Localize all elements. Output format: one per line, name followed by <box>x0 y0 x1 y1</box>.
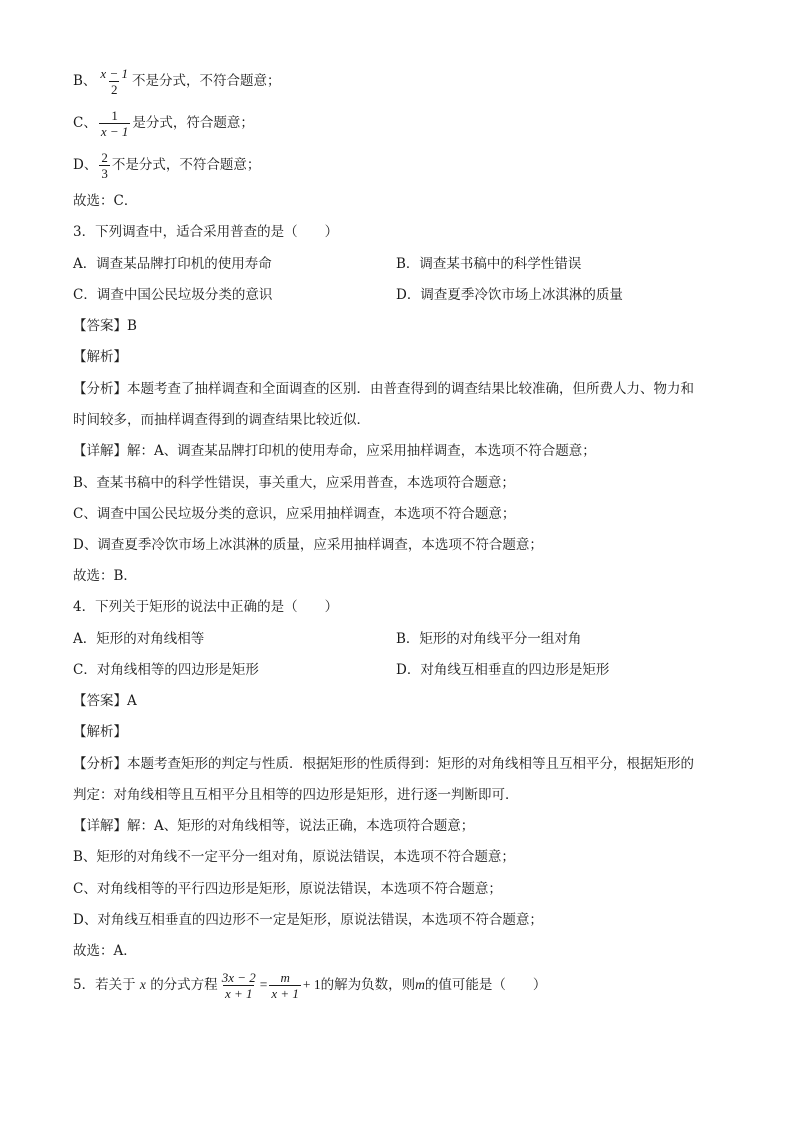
fraction-d <box>99 150 110 181</box>
fraction-c <box>99 108 131 139</box>
q4-detail-d: D、对角线互相垂直的四边形不一定是矩形，原说法错误，本选项不符合题意； <box>73 912 543 928</box>
q3-detail-b: B、查某书稿中的科学性错误，事关重大，应采用普查，本选项符合题意； <box>73 475 515 491</box>
q3-detail-d: D、调查夏季冷饮市场上冰淇淋的质量，应采用抽样调查，本选项不符合题意； <box>73 537 543 553</box>
q3-analysis-title: 【解析】 <box>73 349 127 365</box>
plus-one: + 1 <box>302 977 321 992</box>
fraction-numerator: 2 <box>101 150 108 165</box>
q3-answer: 【答案】B <box>73 318 137 334</box>
q5-text-4: 的值可能是（ ） <box>424 977 547 993</box>
q4-option-d: D．对角线互相垂直的四边形是矩形 <box>396 662 610 678</box>
q3-detail-c: C、调查中国公民垃圾分类的意识，应采用抽样调查，本选项不符合题意； <box>73 506 516 522</box>
fraction-numerator: x − 1 <box>100 66 128 81</box>
fraction-b <box>98 66 130 97</box>
fraction-right <box>269 970 301 1001</box>
q4-detail-c: C、对角线相等的平行四边形是矩形，原说法错误，本选项不符合题意； <box>73 881 502 897</box>
q2-choice: 故选：C． <box>73 193 138 209</box>
q4-analysis-title: 【解析】 <box>73 724 127 740</box>
q4-stem: 4．下列关于矩形的说法中正确的是（ ） <box>73 599 339 615</box>
q5-text-2: 的分式方程 <box>150 977 218 993</box>
fraction-denominator: x + 1 <box>271 986 299 1001</box>
fraction-left <box>220 970 258 1001</box>
q3-stem: 3．下列调查中，适合采用普查的是（ ） <box>73 224 339 240</box>
fraction-numerator: 1 <box>111 108 118 123</box>
q3-analysis-line-2: 时间较多，而抽样调查得到的调查结果比较近似． <box>73 412 370 428</box>
fraction-denominator: x − 1 <box>100 124 129 139</box>
fraction-denominator: x + 1 <box>224 986 253 1001</box>
q4-option-b: B．矩形的对角线平分一组对角 <box>396 631 582 647</box>
q3-option-c: C．调查中国公民垃圾分类的意识 <box>73 287 273 303</box>
label-b: B、 <box>73 73 97 89</box>
q5-stem <box>73 970 546 1001</box>
fraction-denominator: 2 <box>110 82 118 97</box>
q4-option-a: A．矩形的对角线相等 <box>73 631 205 647</box>
q3-option-b: B．调查某书稿中的科学性错误 <box>396 256 582 272</box>
label-d: D、 <box>73 157 98 173</box>
q4-choice: 故选：A． <box>73 943 137 959</box>
equals-sign: = <box>259 977 268 992</box>
variable-x: x <box>139 977 146 992</box>
fraction-numerator: 3x − 2 <box>221 970 256 985</box>
q3-option-a: A．调查某品牌打印机的使用寿命 <box>73 256 272 272</box>
q3-analysis-line-1: 【分析】本题考查了抽样调查和全面调查的区别．由普查得到的调查结果比较准确，但所费人力、物力和 <box>73 381 694 397</box>
option-d-explanation <box>73 150 260 181</box>
fraction-numerator: m <box>280 970 290 985</box>
q4-analysis-line-1: 【分析】本题考查矩形的判定与性质．根据矩形的性质得到：矩形的对角线相等且互相平分，根据矩形的 <box>73 756 694 772</box>
variable-m: m <box>415 977 425 992</box>
q4-option-c: C．对角线相等的四边形是矩形 <box>73 662 259 678</box>
q4-detail-b: B、矩形的对角线不一定平分一组对角，原说法错误，本选项不符合题意； <box>73 849 515 865</box>
q5-text-1: 5．若关于 <box>73 977 136 993</box>
text-c: 是分式，符合题意； <box>132 115 254 131</box>
q3-option-d: D．调查夏季冷饮市场上冰淇淋的质量 <box>396 287 623 303</box>
q4-analysis-line-2: 判定：对角线相等且互相平分且相等的四边形是矩形，进行逐一判断即可． <box>73 787 519 803</box>
text-d: 不是分式，不符合题意； <box>111 157 261 173</box>
label-c: C、 <box>73 115 97 131</box>
fraction-denominator: 3 <box>101 166 108 181</box>
option-c-explanation <box>73 108 254 139</box>
q5-text-3: 的解为负数，则 <box>320 977 416 993</box>
q4-answer: 【答案】A <box>73 693 137 709</box>
q4-detail-a: 【详解】解：A、矩形的对角线相等，说法正确，本选项符合题意； <box>73 818 475 834</box>
option-b-explanation <box>73 66 280 97</box>
q3-choice: 故选：B． <box>73 568 137 584</box>
q3-detail-a: 【详解】解：A、调查某品牌打印机的使用寿命，应采用抽样调查，本选项不符合题意； <box>73 443 596 459</box>
text-b: 不是分式，不符合题意； <box>131 73 281 89</box>
